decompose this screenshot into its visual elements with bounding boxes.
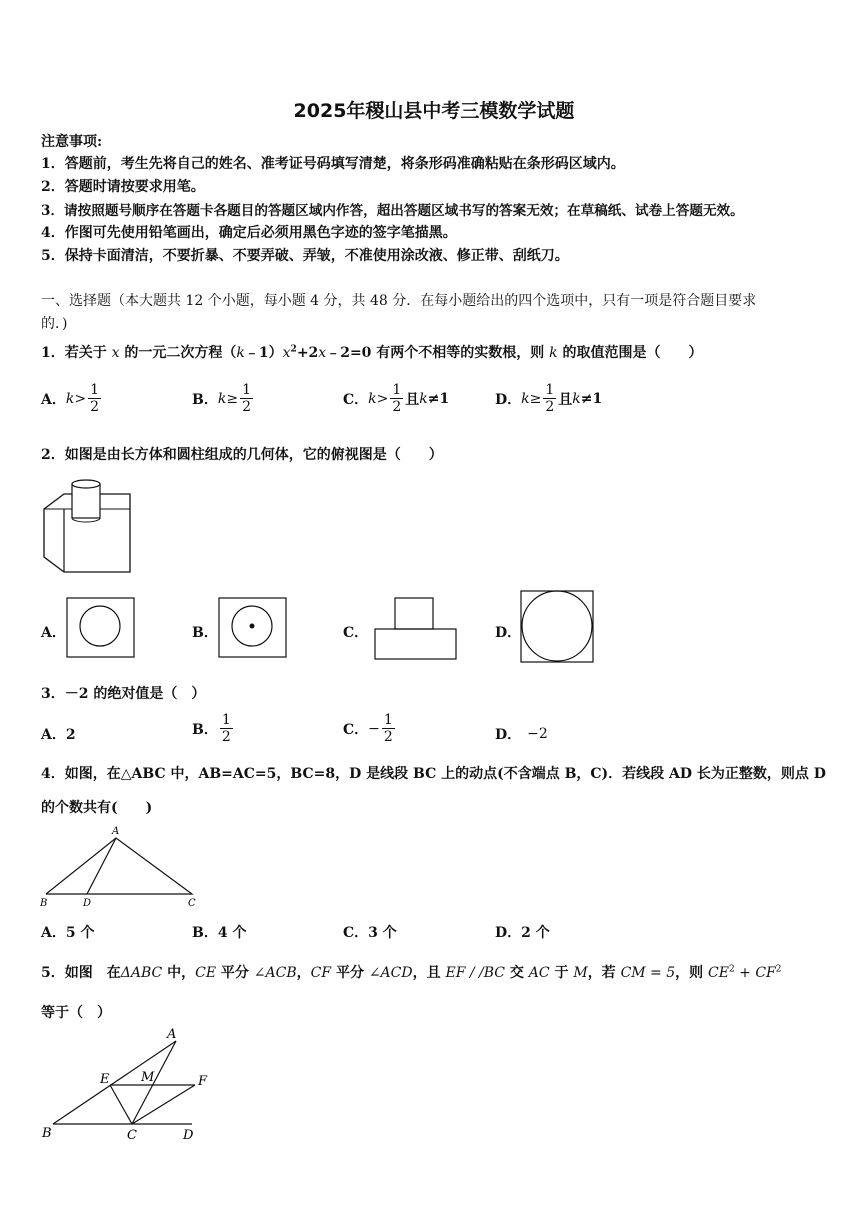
option-b[interactable]: B． k ≥ $\frac{1}{2}$	[192, 382, 251, 415]
label-e: E	[100, 1072, 110, 1087]
option-c[interactable]: C．3 个	[343, 925, 397, 941]
fraction: $\frac{1}{2}$	[392, 382, 402, 415]
notice-item: 2．答题时请按要求用笔。	[41, 179, 205, 195]
label-a: A	[112, 826, 120, 837]
fraction: $\frac{1}{2}$	[545, 382, 555, 415]
notice-item: 4．作图可先使用铅笔画出，确定后必须用黑色字迹的签字笔描黑。	[41, 225, 457, 241]
question-4-stem: 4．如图，在△ABC 中，AB=AC=5，BC=8，D 是线段 BC 上的动点(不含端点 B，C)．若线段 AD 长为正整数，则点 D	[41, 766, 826, 782]
fraction: $\frac{1}{2}$	[221, 712, 231, 745]
option-a[interactable]: A．5 个	[41, 925, 95, 941]
option-b[interactable]: B．4 个	[192, 925, 247, 941]
option-a-figure	[66, 597, 136, 659]
label-m: M	[141, 1070, 155, 1085]
label-d: D	[183, 1128, 194, 1143]
label-a: A	[167, 1027, 177, 1042]
fraction: $\frac{1}{2}$	[90, 382, 100, 415]
label-c: C	[127, 1128, 137, 1143]
fraction: $\frac{1}{2}$	[383, 712, 393, 745]
notice-heading: 注意事项:	[41, 134, 103, 150]
option-b-figure	[218, 597, 288, 659]
triangle-figure	[40, 822, 205, 912]
bisector-figure	[40, 1025, 220, 1150]
option-d[interactable]: D． k ≥ $\frac{1}{2}$ 且 k ≠1	[495, 382, 603, 415]
question-3-stem: 3．－2 的绝对值是（ ）	[41, 686, 206, 702]
solid-figure	[40, 478, 135, 578]
label-d: D	[83, 898, 92, 909]
option-b[interactable]: B．	[192, 625, 218, 641]
option-b[interactable]: B． $\frac{1}{2}$	[192, 712, 231, 745]
option-a[interactable]: A．	[41, 625, 66, 641]
label-f: F	[198, 1074, 208, 1089]
question-5-stem: 5．如图 在ΔABC 中，CE 平分 ∠ACB，CF 平分 ∠ACD，且 EF / /BC 交 AC 于 M，若 CM = 5，则 $CE^2 + CF^2$	[41, 964, 782, 981]
option-d[interactable]: D． −2	[495, 726, 548, 743]
section-heading: 一、选择题（本大题共 12 个小题，每小题 4 分，共 48 分．在每小题给出的四个选项中，只有一项是符合题目要求	[41, 293, 757, 309]
section-heading-cont: 的．)	[41, 316, 68, 332]
option-d-figure	[520, 590, 596, 664]
label-b: B	[42, 1126, 52, 1141]
page-title: 2025年稷山县中考三模数学试题	[293, 100, 575, 122]
option-c-figure	[373, 597, 459, 661]
option-c[interactable]: C． k > $\frac{1}{2}$ 且 k ≠1	[343, 382, 450, 415]
option-a[interactable]: A． k > $\frac{1}{2}$	[41, 382, 100, 415]
fraction: $\frac{1}{2}$	[242, 382, 251, 415]
label-c: C	[188, 898, 196, 909]
option-d[interactable]: D．2 个	[495, 925, 550, 941]
question-2-stem: 2．如图是由长方体和圆柱组成的几何体，它的俯视图是（ ）	[41, 447, 443, 463]
option-a[interactable]: A．2	[41, 727, 76, 743]
option-c[interactable]: C． − $\frac{1}{2}$	[343, 712, 393, 745]
question-5-stem-cont: 等于（ ）	[41, 1005, 111, 1021]
label-b: B	[40, 898, 48, 909]
option-c[interactable]: C．	[343, 625, 369, 641]
notice-item: 3．请按照题号顺序在答题卡各题目的答题区域内作答，超出答题区域书写的答案无效；在草稿纸、试卷上答题无效。	[41, 203, 744, 219]
question-4-stem-cont: 的个数共有( )	[41, 800, 153, 816]
notice-item: 1．答题前，考生先将自己的姓名、准考证号码填写清楚，将条形码准确粘贴在条形码区域内。	[41, 156, 625, 172]
notice-item: 5．保持卡面清洁，不要折暴、不要弄破、弄皱，不准使用涂改液、修正带、刮纸刀。	[41, 248, 569, 264]
option-d[interactable]: D．	[495, 625, 522, 641]
question-1-stem: 1．若关于 x 的一元二次方程$(k﹣1)x^2+2x﹣2=0$ 有两个不相等的实数根，则 k 的取值范围是（ ）	[41, 344, 703, 361]
